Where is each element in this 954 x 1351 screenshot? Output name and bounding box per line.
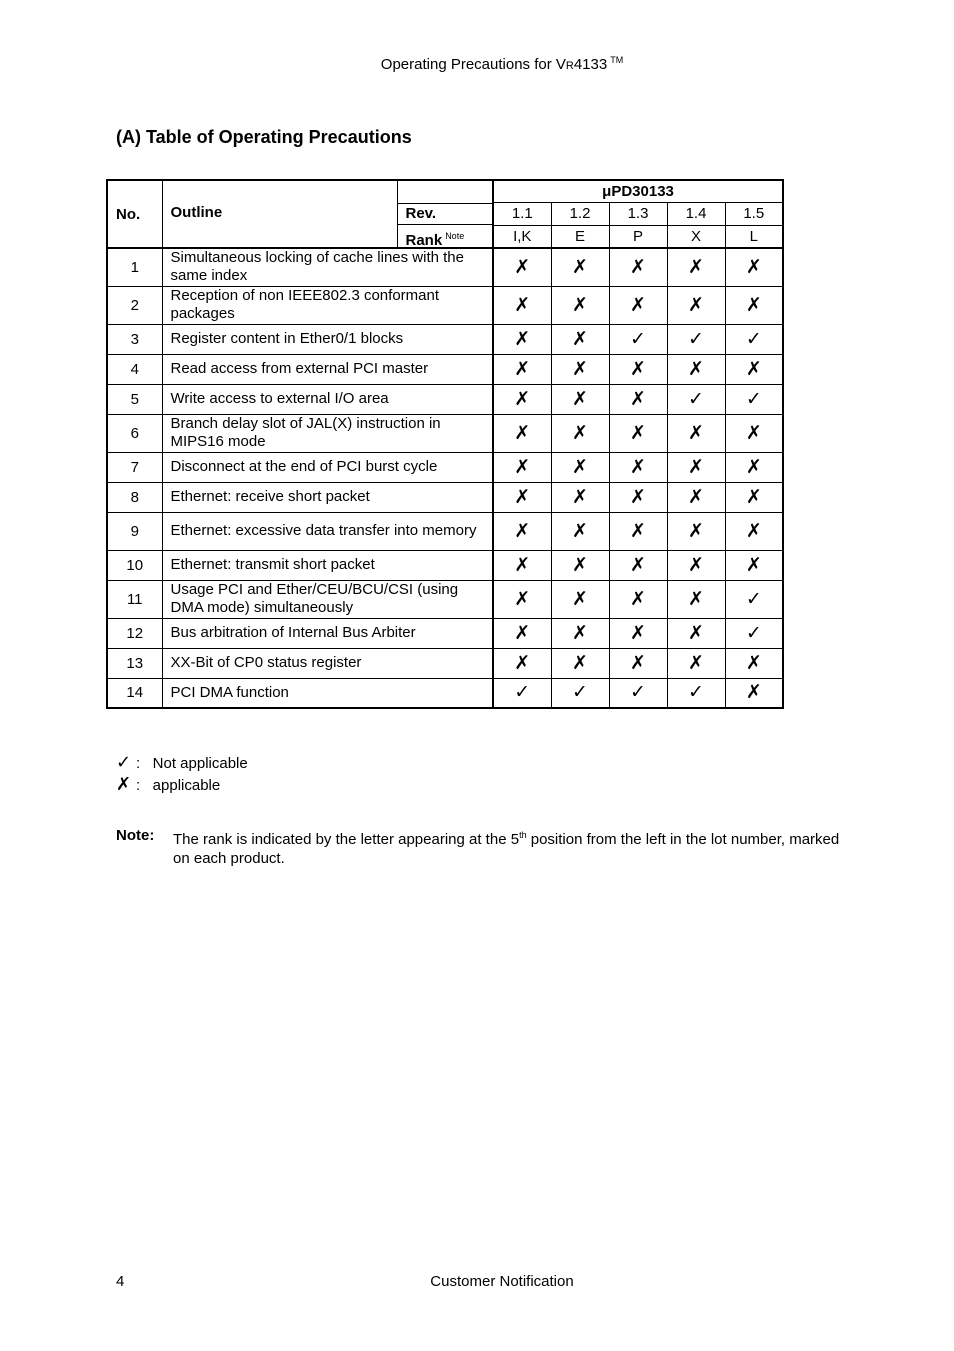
cross-icon: ✗ bbox=[493, 482, 551, 512]
cross-icon: ✗ bbox=[667, 452, 725, 482]
header-row-device bbox=[107, 180, 783, 203]
cross-icon: ✗ bbox=[493, 286, 551, 324]
row-number: 8 bbox=[107, 482, 162, 512]
row-outline: Simultaneous locking of cache lines with the same index bbox=[162, 248, 493, 286]
cross-icon: ✗ bbox=[493, 354, 551, 384]
legend-text: applicable bbox=[152, 777, 221, 794]
header-title-suffix: 4133 bbox=[573, 56, 608, 73]
cross-icon: ✗ bbox=[493, 648, 551, 678]
cross-icon: ✗ bbox=[667, 512, 725, 550]
note-superscript: th bbox=[519, 830, 527, 840]
cross-icon: ✗ bbox=[551, 286, 609, 324]
table-row bbox=[107, 384, 783, 414]
row-number: 12 bbox=[107, 618, 162, 648]
check-icon: ✓ bbox=[725, 324, 783, 354]
table-row bbox=[107, 324, 783, 354]
cross-icon: ✗ bbox=[551, 384, 609, 414]
precautions-table bbox=[106, 179, 784, 709]
header-rank bbox=[397, 225, 493, 247]
rev-cell: 1.1 bbox=[493, 203, 551, 226]
cross-icon: ✗ bbox=[667, 550, 725, 580]
table-row bbox=[107, 248, 783, 286]
header-rev: Rev. bbox=[397, 203, 493, 225]
cross-icon: ✗ bbox=[725, 414, 783, 452]
table-row bbox=[107, 618, 783, 648]
cross-icon: ✗ bbox=[551, 512, 609, 550]
check-icon: ✓ bbox=[725, 384, 783, 414]
legend-item-applicable: ✗ : applicable bbox=[116, 774, 221, 794]
row-outline: Bus arbitration of Internal Bus Arbiter bbox=[162, 618, 493, 648]
cross-icon: ✗ bbox=[609, 512, 667, 550]
cross-icon: ✗ bbox=[493, 384, 551, 414]
cross-icon: ✗ bbox=[667, 618, 725, 648]
row-outline: PCI DMA function bbox=[162, 678, 493, 708]
cross-icon: ✗ bbox=[609, 618, 667, 648]
cross-icon: ✗ bbox=[667, 286, 725, 324]
header-outline-block bbox=[162, 180, 493, 248]
cross-icon: ✗ bbox=[493, 550, 551, 580]
rank-cell: X bbox=[667, 225, 725, 248]
cross-icon: ✗ bbox=[725, 550, 783, 580]
cross-icon: ✗ bbox=[609, 248, 667, 286]
check-icon: ✓ bbox=[116, 752, 132, 772]
check-icon: ✓ bbox=[667, 678, 725, 708]
page-header bbox=[0, 55, 954, 73]
header-no bbox=[107, 180, 162, 248]
header-title-small: R bbox=[565, 60, 574, 72]
cross-icon: ✗ bbox=[493, 618, 551, 648]
header-outline: Outline bbox=[170, 204, 223, 221]
check-icon: ✓ bbox=[725, 580, 783, 618]
check-icon: ✓ bbox=[609, 678, 667, 708]
note-text-after: position from the left in the lot number, marked on each product. bbox=[173, 831, 840, 867]
header-title-prefix: Operating Precautions for V bbox=[380, 56, 566, 73]
cross-icon: ✗ bbox=[493, 512, 551, 550]
cross-icon: ✗ bbox=[725, 354, 783, 384]
header-rev-spacer bbox=[397, 181, 494, 204]
cross-icon: ✗ bbox=[551, 248, 609, 286]
note-label: Note: bbox=[116, 827, 155, 844]
row-number: 6 bbox=[107, 414, 162, 452]
cross-icon: ✗ bbox=[667, 580, 725, 618]
note-label-text: Note bbox=[116, 827, 150, 844]
cross-icon: ✗ bbox=[609, 286, 667, 324]
rank-cell: L bbox=[725, 225, 783, 248]
cross-icon: ✗ bbox=[551, 354, 609, 384]
row-number: 5 bbox=[107, 384, 162, 414]
legend-text: Not applicable bbox=[152, 755, 248, 772]
rev-cell: 1.3 bbox=[609, 203, 667, 226]
table-row bbox=[107, 482, 783, 512]
rev-cell: 1.4 bbox=[667, 203, 725, 226]
row-outline: Reception of non IEEE802.3 conformant packages bbox=[162, 286, 493, 324]
row-outline: Register content in Ether0/1 blocks bbox=[162, 324, 493, 354]
cross-icon: ✗ bbox=[493, 414, 551, 452]
section-title: (A) Table of Operating Precautions bbox=[116, 127, 412, 147]
table-row bbox=[107, 414, 783, 452]
row-number: 14 bbox=[107, 678, 162, 708]
row-number: 1 bbox=[107, 248, 162, 286]
cross-icon: ✗ bbox=[609, 550, 667, 580]
cross-icon: ✗ bbox=[551, 550, 609, 580]
footer-title: Customer Notification bbox=[430, 1273, 574, 1290]
table-row bbox=[107, 678, 783, 708]
footer-page-number: 4 bbox=[116, 1273, 125, 1290]
cross-icon: ✗ bbox=[725, 452, 783, 482]
cross-icon: ✗ bbox=[609, 354, 667, 384]
row-number: 10 bbox=[107, 550, 162, 580]
cross-icon: ✗ bbox=[551, 414, 609, 452]
cross-icon: ✗ bbox=[551, 482, 609, 512]
legend bbox=[116, 752, 248, 796]
cross-icon: ✗ bbox=[609, 384, 667, 414]
cross-icon: ✗ bbox=[493, 248, 551, 286]
cross-icon: ✗ bbox=[493, 324, 551, 354]
row-outline: Write access to external I/O area bbox=[162, 384, 493, 414]
row-outline: Read access from external PCI master bbox=[162, 354, 493, 384]
check-icon: ✓ bbox=[667, 384, 725, 414]
cross-icon: ✗ bbox=[667, 482, 725, 512]
table-row bbox=[107, 286, 783, 324]
table-row bbox=[107, 648, 783, 678]
header-rank-note: Note bbox=[445, 231, 465, 241]
note-text bbox=[173, 826, 846, 868]
check-icon: ✓ bbox=[493, 678, 551, 708]
rev-cell: 1.5 bbox=[725, 203, 783, 226]
table-row bbox=[107, 550, 783, 580]
cross-icon: ✗ bbox=[609, 580, 667, 618]
cross-icon: ✗ bbox=[725, 286, 783, 324]
row-outline: Ethernet: excessive data transfer into memory bbox=[162, 512, 493, 550]
rank-cell: I,K bbox=[493, 225, 551, 248]
header-no-label: No. bbox=[116, 205, 141, 223]
row-number: 11 bbox=[107, 580, 162, 618]
row-outline: Disconnect at the end of PCI burst cycle bbox=[162, 452, 493, 482]
cross-icon: ✗ bbox=[551, 648, 609, 678]
cross-icon: ✗ bbox=[551, 618, 609, 648]
cross-icon: ✗ bbox=[725, 248, 783, 286]
cross-icon: ✗ bbox=[725, 648, 783, 678]
row-number: 4 bbox=[107, 354, 162, 384]
rev-cell: 1.2 bbox=[551, 203, 609, 226]
cross-icon: ✗ bbox=[493, 580, 551, 618]
table-row bbox=[107, 452, 783, 482]
cross-icon: ✗ bbox=[725, 482, 783, 512]
header-rank-label: Rank bbox=[405, 232, 443, 248]
check-icon: ✓ bbox=[725, 618, 783, 648]
check-icon: ✓ bbox=[609, 324, 667, 354]
cross-icon: ✗ bbox=[667, 248, 725, 286]
row-outline: Usage PCI and Ether/CEU/BCU/CSI (using DMA mode) simultaneously bbox=[162, 580, 493, 618]
cross-icon: ✗ bbox=[551, 324, 609, 354]
row-outline: XX-Bit of CP0 status register bbox=[162, 648, 493, 678]
cross-icon: ✗ bbox=[667, 354, 725, 384]
row-number: 7 bbox=[107, 452, 162, 482]
row-outline: Ethernet: transmit short packet bbox=[162, 550, 493, 580]
cross-icon: ✗ bbox=[609, 482, 667, 512]
row-number: 9 bbox=[107, 512, 162, 550]
header-device: μPD30133 bbox=[493, 180, 783, 203]
cross-icon: ✗ bbox=[725, 512, 783, 550]
row-outline: Ethernet: receive short packet bbox=[162, 482, 493, 512]
header-trademark: TM bbox=[610, 55, 624, 65]
check-icon: ✓ bbox=[667, 324, 725, 354]
note bbox=[116, 826, 846, 868]
note-text-before: The rank is indicated by the letter appearing at the 5 bbox=[173, 831, 520, 848]
cross-icon: ✗ bbox=[609, 452, 667, 482]
cross-icon: ✗ bbox=[609, 414, 667, 452]
row-number: 13 bbox=[107, 648, 162, 678]
table-row bbox=[107, 354, 783, 384]
cross-icon: ✗ bbox=[116, 774, 132, 794]
cross-icon: ✗ bbox=[725, 678, 783, 708]
table-row bbox=[107, 580, 783, 618]
row-number: 3 bbox=[107, 324, 162, 354]
table-row bbox=[107, 512, 783, 550]
legend-item-not-applicable: ✓ : Not applicable bbox=[116, 752, 248, 772]
cross-icon: ✗ bbox=[493, 452, 551, 482]
cross-icon: ✗ bbox=[551, 580, 609, 618]
check-icon: ✓ bbox=[551, 678, 609, 708]
cross-icon: ✗ bbox=[609, 648, 667, 678]
row-number: 2 bbox=[107, 286, 162, 324]
rank-cell: E bbox=[551, 225, 609, 248]
rank-cell: P bbox=[609, 225, 667, 248]
cross-icon: ✗ bbox=[667, 414, 725, 452]
row-outline: Branch delay slot of JAL(X) instruction in MIPS16 mode bbox=[162, 414, 493, 452]
cross-icon: ✗ bbox=[551, 452, 609, 482]
cross-icon: ✗ bbox=[667, 648, 725, 678]
